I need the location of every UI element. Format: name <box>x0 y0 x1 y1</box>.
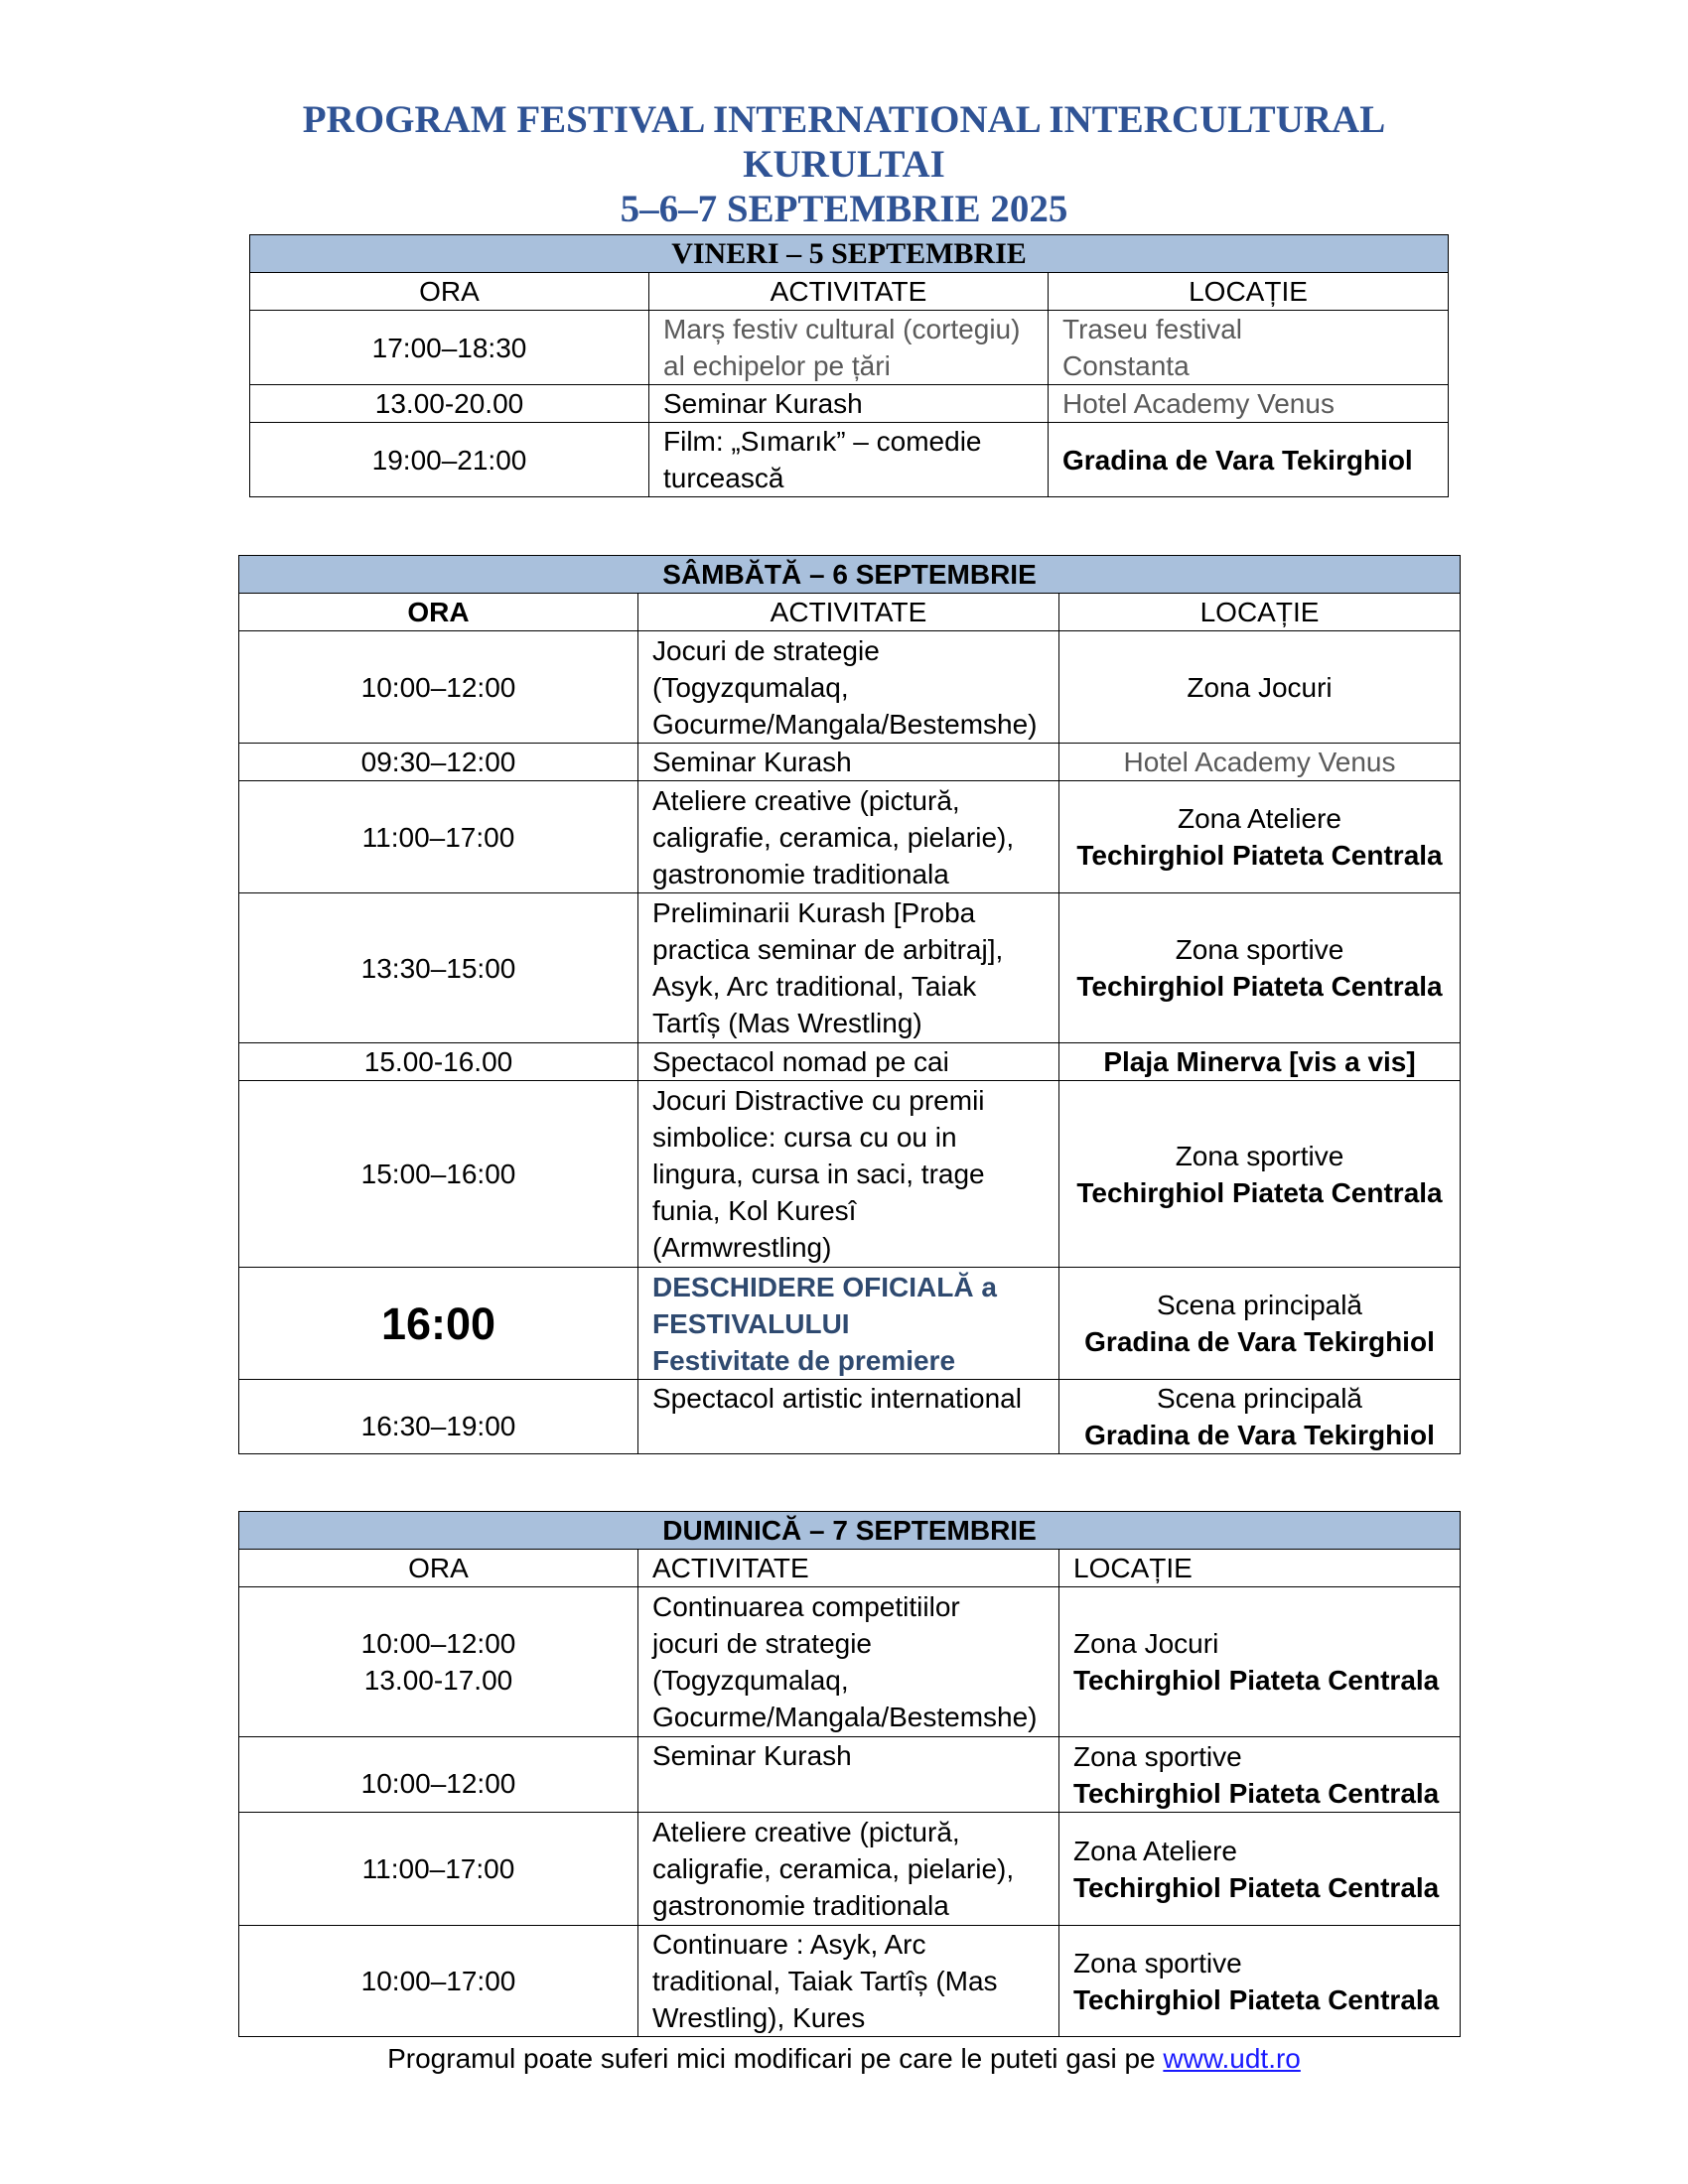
table-row <box>239 1587 1461 1737</box>
column-header-ora: ORA <box>250 273 649 311</box>
schedule-table-saturday <box>238 555 1461 1454</box>
day-header: DUMINICĂ – 7 SEPTEMBRIE <box>239 1512 1461 1550</box>
activity-cell: Ateliere creative (pictură, caligrafie, ceramica, pielarie), gastronomie traditionala <box>638 781 1059 893</box>
footer-text: Programul poate suferi mici modificari pe care le puteti gasi pe <box>387 2043 1164 2074</box>
day-header: VINERI – 5 SEPTEMBRIE <box>250 235 1449 273</box>
table-row <box>239 893 1461 1043</box>
table-row <box>239 1380 1461 1454</box>
location-cell: Zona sportive Techirghiol Piateta Centrala <box>1059 1737 1461 1813</box>
table-row <box>239 744 1461 781</box>
table-row <box>239 1926 1461 2037</box>
schedule-table-sunday <box>238 1511 1461 2037</box>
time-cell: 10:00–12:00 13.00-17.00 <box>239 1587 638 1737</box>
activity-cell: Jocuri de strategie (Togyzqumalaq, Gocurme/Mangala/Bestemshe) <box>638 631 1059 744</box>
column-header-ora: ORA <box>239 1550 638 1587</box>
time-cell: 16:30–19:00 <box>239 1380 638 1454</box>
time-cell: 15.00-16.00 <box>239 1043 638 1081</box>
activity-cell: Continuare : Asyk, Arc traditional, Taiak Tartîș (Mas Wrestling), Kures <box>638 1926 1059 2037</box>
activity-cell: Jocuri Distractive cu premii simbolice: cursa cu ou in lingura, cursa in saci, trage funia, Kol Kuresî (Armwrestling) <box>638 1081 1059 1268</box>
activity-cell: Spectacol artistic international <box>638 1380 1059 1454</box>
column-header-locatie: LOCAȚIE <box>1049 273 1449 311</box>
time-cell: 10:00–12:00 <box>239 631 638 744</box>
location-cell: Zona Ateliere Techirghiol Piateta Centrala <box>1059 781 1461 893</box>
document-title <box>0 97 1688 231</box>
location-cell: Scena principală Gradina de Vara Tekirghiol <box>1059 1380 1461 1454</box>
table-row <box>239 781 1461 893</box>
activity-cell: Continuarea competitiilor jocuri de strategie (Togyzqumalaq, Gocurme/Mangala/Bestemshe) <box>638 1587 1059 1737</box>
day-header: SÂMBĂTĂ – 6 SEPTEMBRIE <box>239 556 1461 594</box>
location-cell: Traseu festival Constanta <box>1049 311 1449 385</box>
table-row <box>250 385 1449 423</box>
location-cell: Plaja Minerva [vis a vis] <box>1059 1043 1461 1081</box>
table-row <box>250 311 1449 385</box>
time-cell: 10:00–17:00 <box>239 1926 638 2037</box>
location-cell: Hotel Academy Venus <box>1049 385 1449 423</box>
column-header-activitate: ACTIVITATE <box>649 273 1049 311</box>
location-cell: Hotel Academy Venus <box>1059 744 1461 781</box>
table-row <box>239 631 1461 744</box>
location-cell: Zona Jocuri <box>1059 631 1461 744</box>
activity-cell: Spectacol nomad pe cai <box>638 1043 1059 1081</box>
activity-cell: Preliminarii Kurash [Proba practica seminar de arbitraj], Asyk, Arc traditional, Taiak Tartîș (Mas Wrestling) <box>638 893 1059 1043</box>
title-line-2: KURULTAI <box>743 143 945 186</box>
activity-cell: Film: „Sımarık” – comedie turcească <box>649 423 1049 497</box>
column-header-activitate: ACTIVITATE <box>638 594 1059 631</box>
time-cell: 11:00–17:00 <box>239 781 638 893</box>
column-header-activitate: ACTIVITATE <box>638 1550 1059 1587</box>
title-line-1: PROGRAM FESTIVAL INTERNATIONAL INTERCULTURAL <box>302 98 1386 141</box>
time-cell: 15:00–16:00 <box>239 1081 638 1268</box>
location-cell: Scena principală Gradina de Vara Tekirghiol <box>1059 1268 1461 1380</box>
time-cell: 10:00–12:00 <box>239 1737 638 1813</box>
time-cell: 13.00-20.00 <box>250 385 649 423</box>
activity-cell: Ateliere creative (pictură, caligrafie, ceramica, pielarie), gastronomie traditionala <box>638 1813 1059 1926</box>
location-cell: Zona sportive Techirghiol Piateta Centrala <box>1059 1926 1461 2037</box>
table-row <box>239 1043 1461 1081</box>
time-cell: 13:30–15:00 <box>239 893 638 1043</box>
column-header-locatie: LOCAȚIE <box>1059 594 1461 631</box>
activity-cell: Marș festiv cultural (cortegiu) al echipelor pe țări <box>649 311 1049 385</box>
table-row <box>239 1813 1461 1926</box>
table-row <box>239 1268 1461 1380</box>
location-cell: Zona Ateliere Techirghiol Piateta Centrala <box>1059 1813 1461 1926</box>
location-cell: Zona Jocuri Techirghiol Piateta Centrala <box>1059 1587 1461 1737</box>
footer-note <box>0 2043 1688 2075</box>
time-cell: 11:00–17:00 <box>239 1813 638 1926</box>
table-row <box>239 1737 1461 1813</box>
location-cell: Zona sportive Techirghiol Piateta Centrala <box>1059 1081 1461 1268</box>
activity-cell: Seminar Kurash <box>638 1737 1059 1813</box>
time-cell: 17:00–18:30 <box>250 311 649 385</box>
location-cell: Gradina de Vara Tekirghiol <box>1049 423 1449 497</box>
activity-cell: Seminar Kurash <box>638 744 1059 781</box>
table-row <box>250 423 1449 497</box>
website-link[interactable]: www.udt.ro <box>1163 2043 1301 2074</box>
time-cell: 16:00 <box>239 1268 638 1380</box>
time-cell: 09:30–12:00 <box>239 744 638 781</box>
location-cell: Zona sportive Techirghiol Piateta Centrala <box>1059 893 1461 1043</box>
table-row <box>239 1081 1461 1268</box>
activity-cell: DESCHIDERE OFICIALĂ a FESTIVALULUI Festivitate de premiere <box>638 1268 1059 1380</box>
column-header-ora: ORA <box>239 594 638 631</box>
activity-cell: Seminar Kurash <box>649 385 1049 423</box>
schedule-table-friday <box>249 234 1449 497</box>
title-line-3: 5–6–7 SEPTEMBRIE 2025 <box>620 188 1068 230</box>
time-cell: 19:00–21:00 <box>250 423 649 497</box>
column-header-locatie: LOCAȚIE <box>1059 1550 1461 1587</box>
